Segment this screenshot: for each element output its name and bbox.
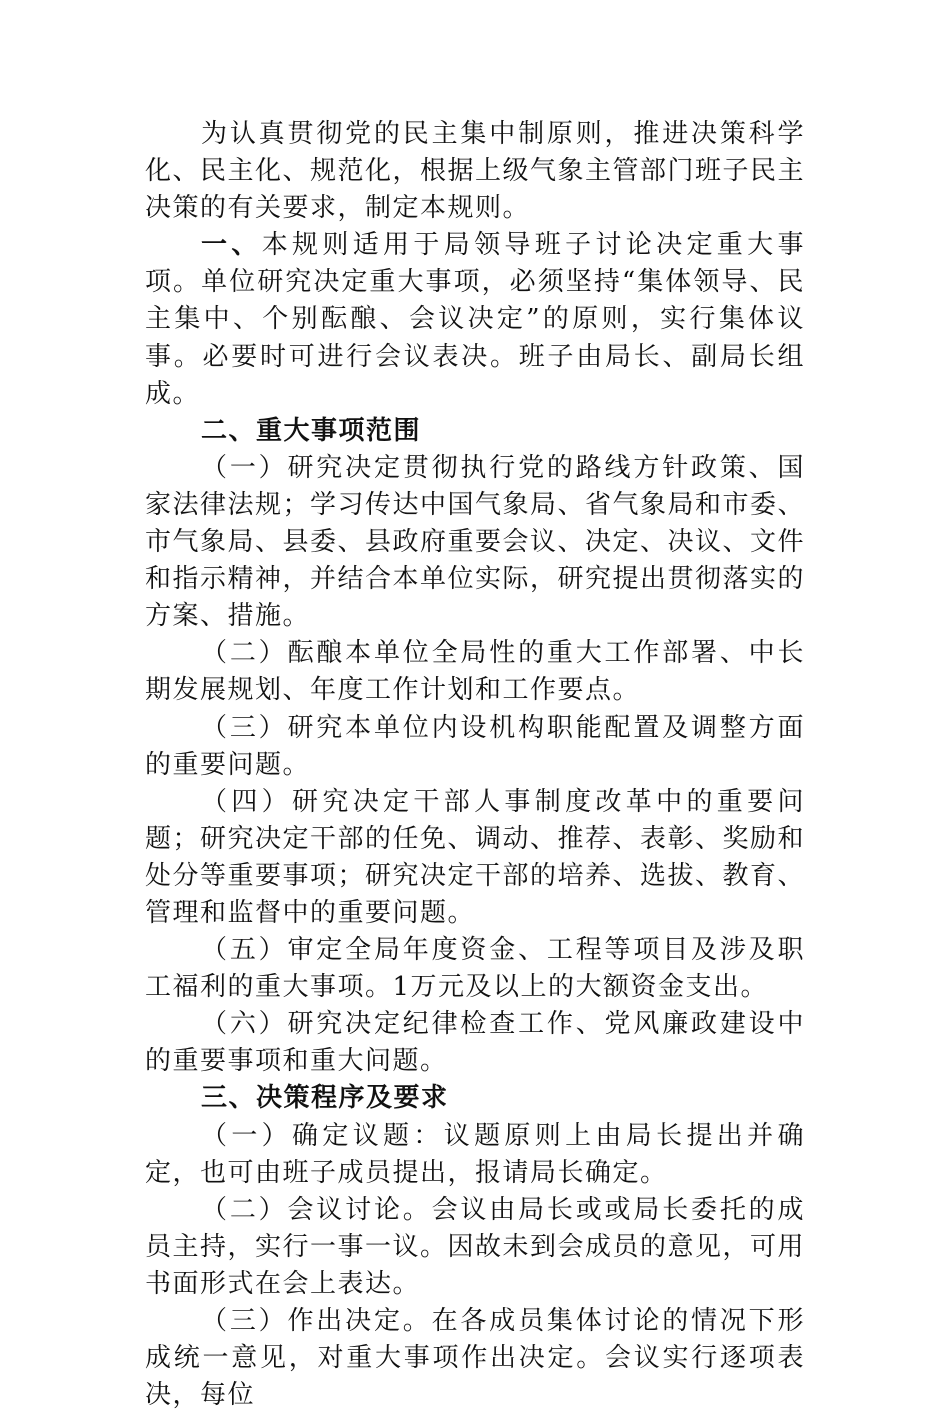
- scope-item-4: （四）研究决定干部人事制度改革中的重要问题；研究决定干部的任免、调动、推荐、表彰、奖励和处分等重要事项；研究决定干部的培养、选拔、教育、管理和监督中的重要问题。: [145, 786, 806, 928]
- scope-item-2: （二）酝酿本单位全局性的重大工作部署、中长期发展规划、年度工作计划和工作要点。: [145, 638, 805, 706]
- procedure-item-1: （一）确定议题：议题原则上由局长提出并确定，也可由班子成员提出，报请局长确定。: [145, 1120, 805, 1188]
- article-number: 一、: [201, 230, 262, 261]
- section-heading-scope: 二、重大事项范围: [201, 415, 422, 446]
- document-body: [145, 116, 805, 1414]
- article-1-paragraph: [145, 227, 805, 412]
- scope-item-6: （六）研究决定纪律检查工作、党风廉政建设中的重要事项和重大问题。: [145, 1009, 805, 1077]
- section-heading-procedure: 三、决策程序及要求: [201, 1083, 449, 1114]
- intro-paragraph: [145, 116, 805, 227]
- paragraph-text: 本规则适用于局领导班子讨论决定重大事项。单位研究决定重大事项，必须坚持“集体领导、民主集中、个别酝酿、会议决定”的原则，实行集体议事。必要时可进行会议表决。班子由局长、副局长组成。: [145, 230, 805, 409]
- procedure-item-2: （二）会议讨论。会议由局长或或局长委托的成员主持，实行一事一议。因故未到会成员的意见，可用书面形式在会上表达。: [145, 1194, 806, 1299]
- paragraph-text: 为认真贯彻党的民主集中制原则，推进决策科学化、民主化、规范化，根据上级气象主管部门班子民主决策的有关要求，制定本规则。: [145, 119, 806, 224]
- scope-item-5: （五）审定全局年度资金、工程等项目及涉及职工福利的重大事项。1万元及以上的大额资金支出。: [145, 935, 805, 1003]
- scope-item-3: （三）研究本单位内设机构职能配置及调整方面的重要问题。: [145, 712, 805, 780]
- procedure-item-3: （三）作出决定。在各成员集体讨论的情况下形成统一意见，对重大事项作出决定。会议实行逐项表决，每位: [145, 1306, 805, 1411]
- scope-item-1: （一）研究决定贯彻执行党的路线方针政策、国家法律法规；学习传达中国气象局、省气象局和市委、市气象局、县委、县政府重要会议、决定、决议、文件和指示精神，并结合本单位实际，研究提出贯彻落实的方案、措施。: [145, 452, 806, 632]
